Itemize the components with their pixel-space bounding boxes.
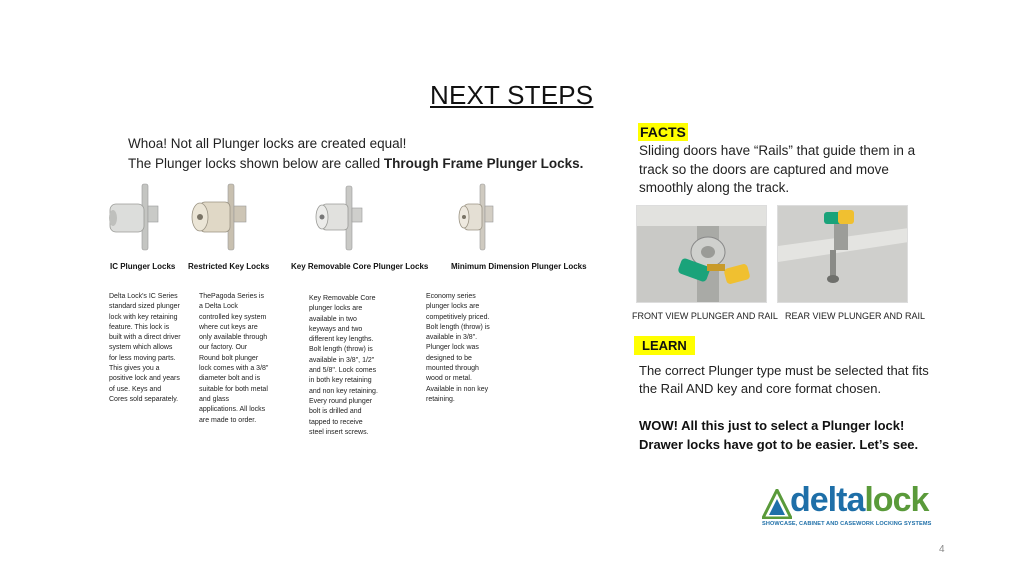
facts-heading: FACTS (640, 124, 686, 140)
ic-plunger-locks-description: Delta Lock's IC Series standard sized plunger lock with key retaining feature. This lock is built with a direct driver system which allows for less moving parts. This gives you a positive lock and years of use. Keys and Cores sold separately. (109, 293, 181, 403)
delta-triangle-icon (762, 489, 792, 519)
intro-line-2 (128, 154, 583, 174)
learn-text: The correct Plunger type must be selected that fits the Rail AND key and core format chosen. (639, 363, 929, 396)
rear-view-illustration (778, 206, 908, 303)
front-view-caption: FRONT VIEW PLUNGER AND RAIL (632, 311, 778, 321)
ic-plunger-locks-label: IC Plunger Locks (110, 262, 176, 271)
restricted-key-lock-illustration (188, 182, 250, 252)
front-view-illustration (637, 206, 767, 303)
intro-line-2-prefix: The Plunger locks shown below are called (128, 156, 384, 171)
restricted-key-lock-image (188, 182, 250, 252)
rear-view-photo (777, 205, 908, 303)
minimum-dimension-lock-illustration (456, 182, 496, 252)
rear-view-caption: REAR VIEW PLUNGER AND RAIL (785, 311, 926, 321)
minimum-dimension-description: Economy series plunger locks are competitively priced. Bolt length (throw) is available in 3/8". Plunger lock was designed to be mounted through wood or metal. Available in non key retaining. (426, 293, 490, 403)
deltalock-logo (762, 481, 942, 531)
page-title: NEXT STEPS (430, 80, 594, 110)
logo-word-delta: delta (790, 481, 865, 519)
minimum-dimension-label: Minimum Dimension Plunger Locks (451, 262, 587, 271)
learn-heading: LEARN (634, 336, 695, 355)
ic-plunger-lock-image (104, 182, 162, 252)
intro-text (128, 134, 583, 174)
wow-text: WOW! All this just to select a Plunger lock! Drawer locks have got to be easier. Let’s see. (639, 418, 919, 452)
facts-text: Sliding doors have “Rails” that guide them in a track so the doors are captured and move smoothly along the track. (639, 143, 916, 195)
key-removable-core-lock-illustration (312, 182, 368, 252)
key-removable-core-description: Key Removable Core plunger locks are available in two keyways and two different key lengths. Bolt length (throw) is available in 3/8", 1/2" and 5/8". Lock comes in both key retaining and non key retaining. Every round plunger bolt is drilled and tapped to receive steel insert screws. (309, 295, 378, 436)
intro-line-2-bold: Through Frame Plunger Locks. (383, 156, 584, 171)
logo-tagline: SHOWCASE, CABINET AND CASEWORK LOCKING SYSTEMS (762, 521, 932, 527)
logo-wordmark (790, 481, 928, 520)
restricted-key-locks-description: ThePagoda Series is a Delta Lock controlled key system where cut keys are only available through our factory. Our Round bolt plunger lock comes with a 3/8" diameter bolt and is suitable for both metal and glass applications. All locks are made to order. (199, 293, 269, 424)
minimum-dimension-lock-image (456, 182, 496, 252)
key-removable-core-lock-image (312, 182, 368, 252)
page-number: 4 (939, 544, 945, 555)
logo-word-lock: lock (864, 481, 929, 519)
key-removable-core-label: Key Removable Core Plunger Locks (291, 262, 429, 271)
restricted-key-locks-label: Restricted Key Locks (188, 262, 270, 271)
intro-line-1: Whoa! Not all Plunger locks are created equal! (128, 136, 407, 151)
ic-plunger-lock-illustration (104, 182, 162, 252)
front-view-photo (636, 205, 767, 303)
